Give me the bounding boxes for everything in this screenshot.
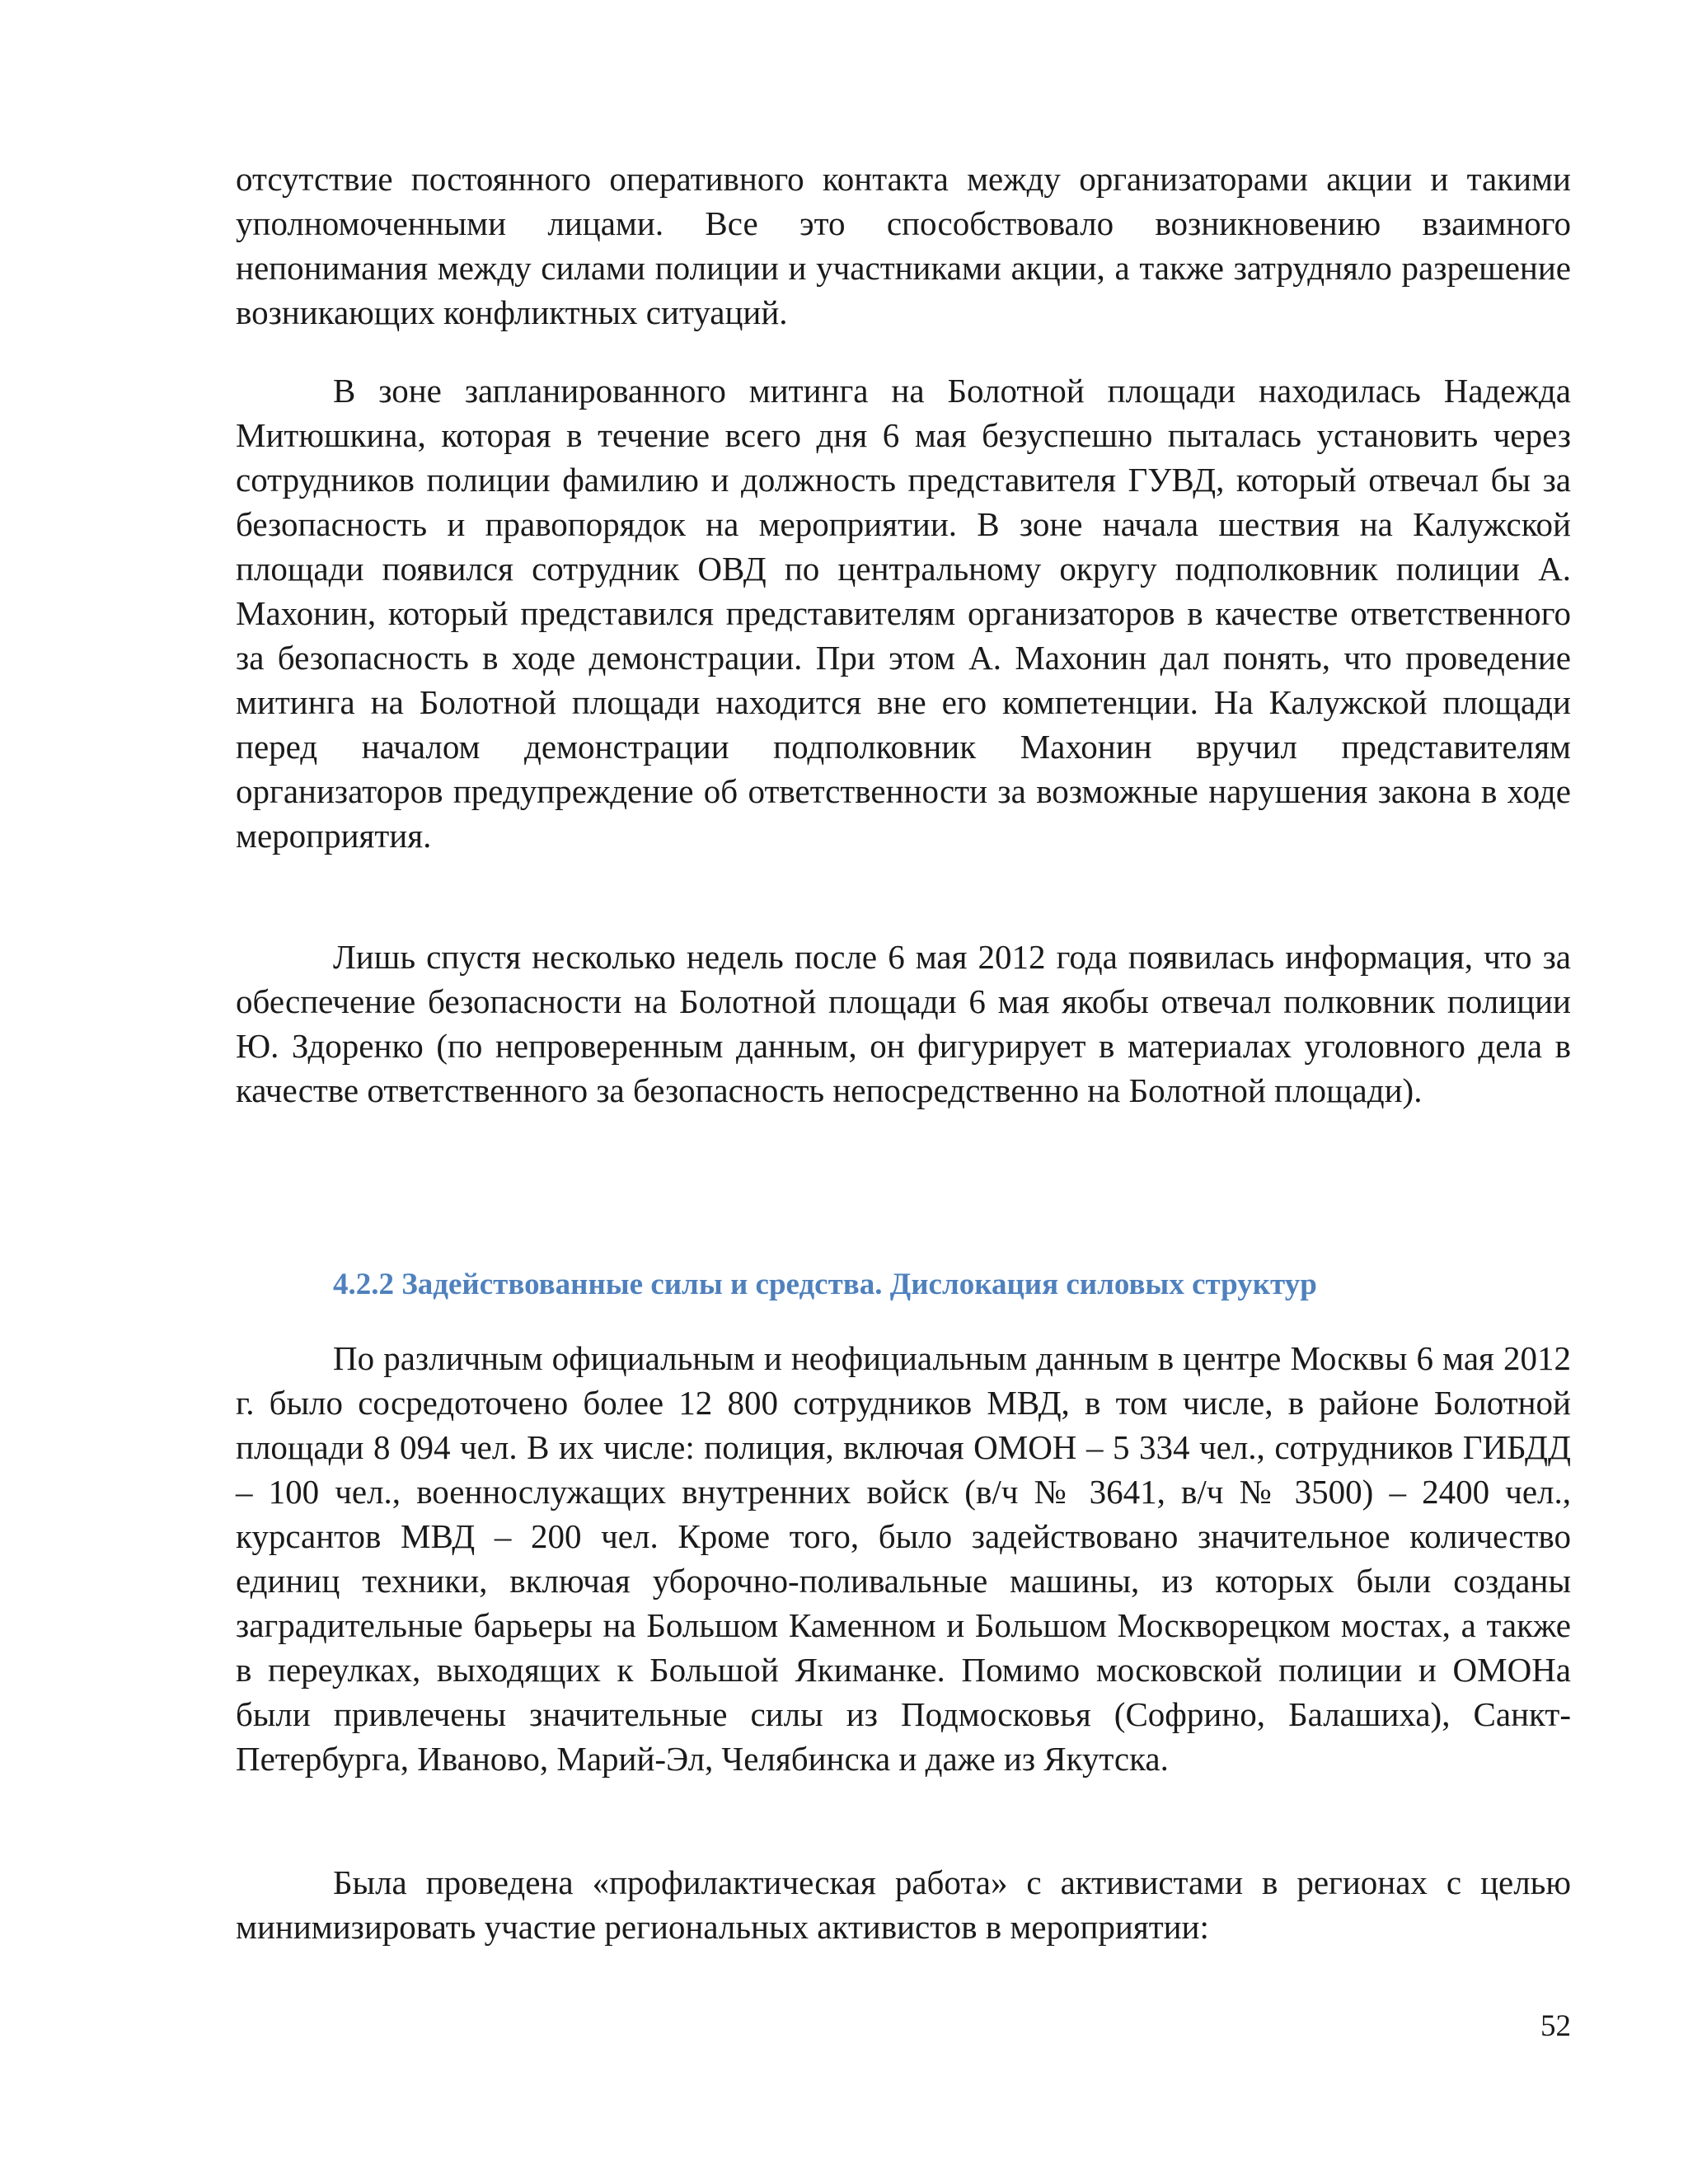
section-heading: 4.2.2 Задействованные силы и средства. Дислокация силовых структур <box>333 1268 1317 1301</box>
paragraph-block-5 <box>236 1860 1571 1949</box>
paragraph-block-4 <box>236 1336 1571 1781</box>
paragraph-zdorenko: Лишь спустя несколько недель после 6 мая 2012 года появилась информация, что за обеспечение безопасности на Болотной площади 6 мая якобы отвечал полковник полиции Ю. Здоренко (по непроверенным данным, он фигурирует в материалах уголовного дела в качестве ответственного за безопасность непосредственно на Болотной площади). <box>236 938 1571 1109</box>
paragraph-mityushkina: В зоне запланированного митинга на Болотной площади находилась Надежда Митюшкина, которая в течение всего дня 6 мая безуспешно пыталась установить через сотрудников полиции фамилию и должность представителя ГУВД, который отвечал бы за безопасность и правопорядок на мероприятии. В зоне начала шествия на Калужской площади появился сотрудник ОВД по центральному округу подполковник полиции А. Махонин, который представился представителям организаторов в качестве ответственного за безопасность в ходе демонстрации. При этом А. Махонин дал понять, что проведение митинга на Болотной площади находится вне его компетенции. На Калужской площади перед началом демонстрации подполковник Махонин вручил представителям организаторов предупреждение об ответственности за возможные нарушения закона в ходе мероприятия. <box>236 372 1571 855</box>
paragraph-continuation: отсутствие постоянного оперативного контакта между организаторами акции и такими уполномоченными лицами. Все это способствовало возникновению взаимного непонимания между силами полиции и участниками акции, а также затрудняло разрешение возникающих конфликтных ситуаций. <box>236 160 1571 331</box>
paragraph-prevention: Была проведена «профилактическая работа» с активистами в регионах с целью минимизировать участие региональных активистов в мероприятии: <box>236 1863 1571 1946</box>
paragraph-block-1 <box>236 157 1571 335</box>
paragraph-forces: По различным официальным и неофициальным данным в центре Москвы 6 мая 2012 г. было сосредоточено более 12 800 сотрудников МВД, в том числе, в районе Болотной площади 8 094 чел. В их числе: полиция, включая ОМОН – 5 334 чел., сотрудников ГИБДД – 100 чел., военнослужащих внутренних войск (в/ч № 3641, в/ч № 3500) – 2400 чел., курсантов МВД – 200 чел. Кроме того, было задействовано значительное количество единиц техники, включая уборочно-поливальные машины, из которых были созданы заградительные барьеры на Большом Каменном и Большом Москворецком мостах, а также в переулках, выходящих к Большой Якиманке. Помимо московской полиции и ОМОНа были привлечены значительные силы из Подмосковья (Софрино, Балашиха), Санкт-Петербурга, Иваново, Марий-Эл, Челябинска и даже из Якутска. <box>236 1339 1571 1778</box>
page-number: 52 <box>1540 2009 1571 2043</box>
paragraph-block-3 <box>236 935 1571 1113</box>
paragraph-block-2 <box>236 368 1571 858</box>
